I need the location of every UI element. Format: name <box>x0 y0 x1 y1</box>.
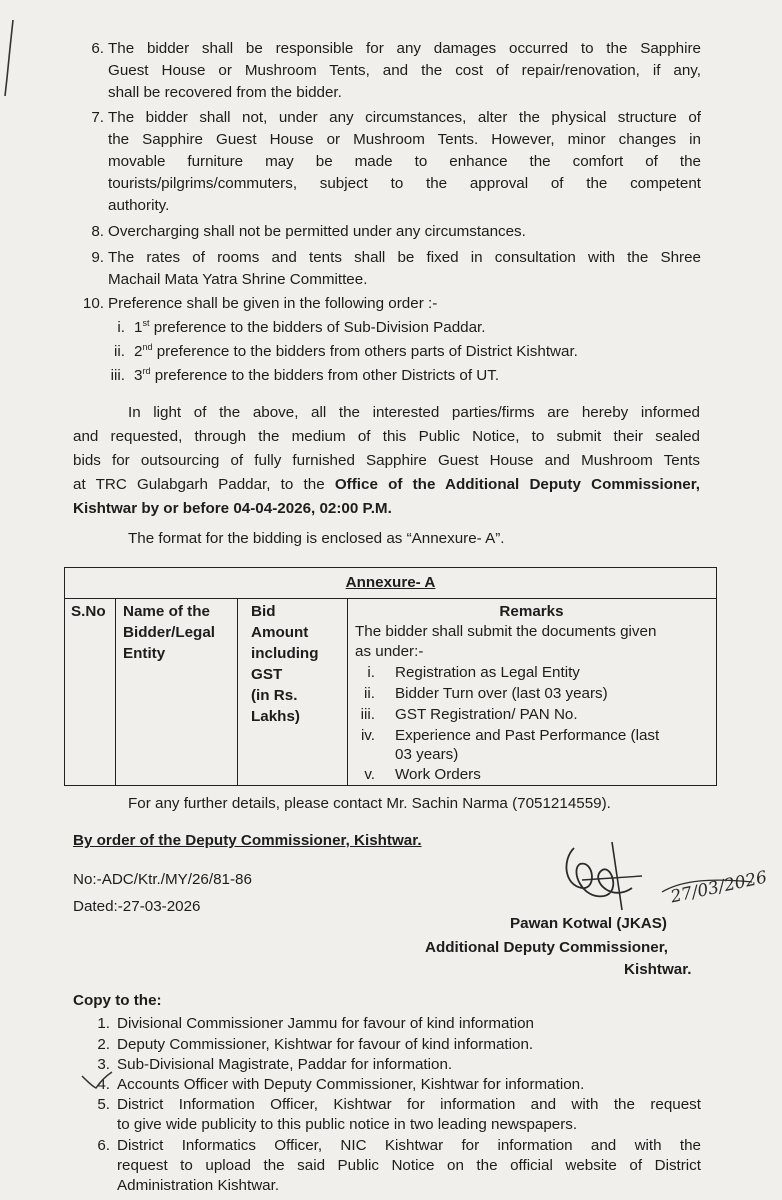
preference-1: 1st preference to the bidders of Sub-Division Paddar. <box>134 317 486 336</box>
copy-number: 2. <box>97 1036 110 1053</box>
point-7-line: movable furniture may be made to enhance the comfort of the <box>108 153 701 170</box>
remarks-item: 03 years) <box>395 746 459 763</box>
point-7-line: tourists/pilgrims/commuters, subject to the approval of the competent <box>108 175 701 192</box>
reference-number: No:-ADC/Ktr./MY/26/81-86 <box>73 871 252 888</box>
point-9-line: The rates of rooms and tents shall be fixed in consultation with the Shree <box>108 249 701 266</box>
point-8-line: Overcharging shall not be permitted under any circumstances. <box>108 223 526 240</box>
table-divider <box>65 598 716 599</box>
dated-line: Dated:-27-03-2026 <box>73 898 201 915</box>
notice-line: bids for outsourcing of fully furnished Sapphire Guest House and Mushroom Tents <box>73 452 700 469</box>
col-bid-header: Amount <box>251 624 309 641</box>
point-7-line: authority. <box>108 197 170 214</box>
annexure-title: Annexure- A <box>345 574 436 591</box>
copy-number: 5. <box>97 1096 110 1113</box>
scan-margin-mark <box>2 18 16 98</box>
format-line: The format for the bidding is enclosed as “Annexure- A”. <box>128 530 505 547</box>
preference-number: iii. <box>110 367 125 384</box>
copy-number: 4. <box>97 1076 110 1093</box>
copy-item: District Information Officer, Kishtwar for information and with the request <box>117 1096 701 1113</box>
point-7-line: the Sapphire Guest House or Mushroom Tents. However, minor changes in <box>108 131 701 148</box>
remarks-item-number: i. <box>367 664 375 681</box>
signatory-place: Kishtwar. <box>624 961 692 978</box>
copy-item: Sub-Divisional Magistrate, Paddar for information. <box>117 1056 453 1073</box>
col-bid-header: Lakhs) <box>251 708 300 725</box>
signatory-name: Pawan Kotwal (JKAS) <box>510 915 667 932</box>
col-name-header: Bidder/Legal <box>123 624 215 641</box>
point-number: 10. <box>82 295 104 312</box>
point-9-line: Machail Mata Yatra Shrine Committee. <box>108 271 368 288</box>
remarks-item-number: iii. <box>360 706 375 723</box>
col-name-header: Entity <box>123 645 166 662</box>
point-number: 7. <box>91 109 104 126</box>
copy-item: Accounts Officer with Deputy Commissioner, Kishtwar for information. <box>117 1076 585 1093</box>
remarks-item: Experience and Past Performance (last <box>395 727 660 744</box>
copy-item: to give wide publicity to this public notice in two leading newspapers. <box>117 1116 578 1133</box>
preference-number: ii. <box>114 343 125 360</box>
col-bid-header: (in Rs. <box>251 687 298 704</box>
table-divider <box>115 598 116 785</box>
copy-item: request to upload the said Public Notice on the official website of District <box>117 1157 701 1174</box>
signatory-designation: Additional Deputy Commissioner, <box>425 939 669 956</box>
remarks-item: Bidder Turn over (last 03 years) <box>395 685 608 702</box>
remarks-item-number: iv. <box>360 727 375 744</box>
preference-2: 2nd preference to the bidders from others parts of District Kishtwar. <box>134 341 578 360</box>
remarks-item-number: ii. <box>364 685 375 702</box>
copy-to-heading: Copy to the: <box>73 992 162 1009</box>
notice-line: and requested, through the medium of this Public Notice, to submit their sealed <box>73 428 700 445</box>
col-remarks-header: Remarks <box>499 603 564 620</box>
point-7-line: The bidder shall not, under any circumstances, alter the physical structure of <box>108 109 701 126</box>
remarks-item: Registration as Legal Entity <box>395 664 580 681</box>
point-6-line: The bidder shall be responsible for any damages occurred to the Sapphire <box>108 40 701 57</box>
col-bid-header: GST <box>251 666 283 683</box>
copy-item: Administration Kishtwar. <box>117 1177 280 1194</box>
tick-mark <box>80 1070 114 1092</box>
point-10-line: Preference shall be given in the following order :- <box>108 295 438 312</box>
point-number: 9. <box>91 249 104 266</box>
notice-line: In light of the above, all the interested parties/firms are hereby informed <box>128 404 700 421</box>
remarks-item: GST Registration/ PAN No. <box>395 706 578 723</box>
preference-number: i. <box>117 319 125 336</box>
table-divider <box>237 598 238 785</box>
col-bid-header: Bid <box>251 603 276 620</box>
notice-line: at TRC Gulabgarh Paddar, to the Office of the Additional Deputy Commissioner, <box>73 476 701 493</box>
copy-number: 6. <box>97 1137 110 1154</box>
col-name-header: Name of the <box>123 603 210 620</box>
table-divider <box>347 598 348 785</box>
contact-line: For any further details, please contact Mr. Sachin Narma (7051214559). <box>128 795 611 812</box>
point-6-line: Guest House or Mushroom Tents, and the cost of repair/renovation, if any, <box>108 62 701 79</box>
col-bid-header: including <box>251 645 319 662</box>
preference-3: 3rd preference to the bidders from other Districts of UT. <box>134 365 500 384</box>
annexure-table <box>64 567 717 786</box>
point-number: 8. <box>91 223 104 240</box>
by-order-line: By order of the Deputy Commissioner, Kishtwar. <box>73 832 422 849</box>
copy-item: Deputy Commissioner, Kishtwar for favour of kind information. <box>117 1036 534 1053</box>
handwritten-date: 27/03/2026 <box>668 867 769 908</box>
remarks-item-number: v. <box>364 766 375 783</box>
col-sno-header: S.No <box>71 603 106 620</box>
remarks-item: Work Orders <box>395 766 481 783</box>
point-6-line: shall be recovered from the bidder. <box>108 84 342 101</box>
notice-deadline: Kishtwar by or before 04-04-2026, 02:00 P.M. <box>73 500 392 517</box>
copy-number: 1. <box>97 1015 110 1032</box>
remarks-intro: The bidder shall submit the documents given <box>355 623 657 640</box>
copy-item: District Informatics Officer, NIC Kishtwar for information and with the <box>117 1137 701 1154</box>
point-number: 6. <box>91 40 104 57</box>
copy-item: Divisional Commissioner Jammu for favour of kind information <box>117 1015 534 1032</box>
copy-number: 3. <box>97 1056 110 1073</box>
remarks-intro: as under:- <box>355 643 424 660</box>
